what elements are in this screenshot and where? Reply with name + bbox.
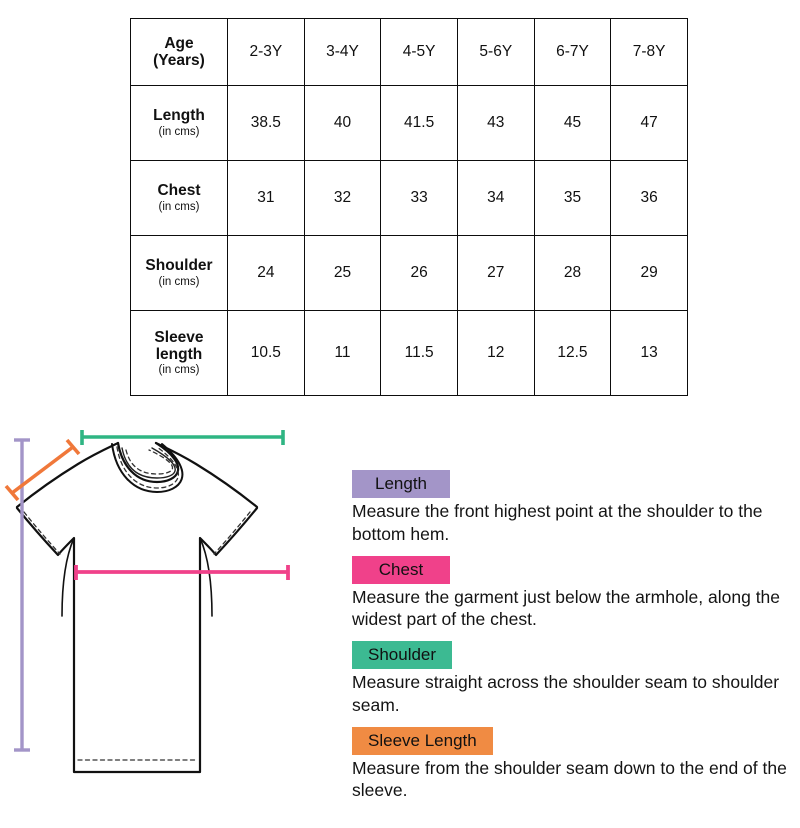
legend-swatch-sleeve-length: Sleeve Length — [352, 727, 493, 755]
row-label-length — [131, 86, 228, 161]
row-label-chest — [131, 161, 228, 236]
row-label-sleeve-length — [131, 311, 228, 396]
measurement-legend — [352, 470, 796, 802]
cell-shoulder-3: 27 — [457, 236, 534, 311]
table-header-size-2: 4-5Y — [381, 19, 458, 86]
legend-entry-length — [352, 470, 796, 546]
cell-length-1: 40 — [304, 86, 381, 161]
legend-swatch-shoulder: Shoulder — [352, 641, 452, 669]
legend-swatch-length: Length — [352, 470, 450, 498]
age-label-sub: (Years) — [153, 52, 205, 69]
row-label-chest-main: Chest — [157, 182, 201, 200]
legend-description-sleeve-length: Measure from the shoulder seam down to the end of the sleeve. — [352, 757, 787, 801]
cell-length-3: 43 — [457, 86, 534, 161]
cell-chest-4: 35 — [534, 161, 611, 236]
table-row-length — [131, 86, 688, 161]
cell-shoulder-2: 26 — [381, 236, 458, 311]
cell-length-4: 45 — [534, 86, 611, 161]
legend-entry-shoulder — [352, 641, 796, 717]
cell-sleeve-0: 10.5 — [228, 311, 305, 396]
row-label-sleeve-length-main: Sleeve length — [154, 328, 204, 364]
table-header-size-5: 7-8Y — [611, 19, 688, 86]
row-label-shoulder — [131, 236, 228, 311]
legend-description-shoulder: Measure straight across the shoulder seam to shoulder seam. — [352, 672, 780, 715]
table-header-age-cell — [131, 19, 228, 86]
row-label-shoulder-main: Shoulder — [145, 257, 213, 275]
cell-length-5: 47 — [611, 86, 688, 161]
legend-entry-sleeve-length — [352, 727, 796, 803]
cell-sleeve-5: 13 — [611, 311, 688, 396]
cell-chest-0: 31 — [228, 161, 305, 236]
tshirt-stitching-detail — [24, 447, 250, 760]
table-header-row — [131, 19, 688, 86]
table-header-size-4: 6-7Y — [534, 19, 611, 86]
cell-shoulder-1: 25 — [304, 236, 381, 311]
cell-chest-5: 36 — [611, 161, 688, 236]
row-label-length-main: Length — [153, 107, 205, 125]
age-label-main: Age — [164, 34, 194, 52]
legend-description-length: Measure the front highest point at the shoulder to the bottom hem. — [352, 501, 763, 544]
table-row-chest — [131, 161, 688, 236]
row-label-sleeve-length-sub: (in cms) — [158, 364, 200, 377]
table-header-size-0: 2-3Y — [228, 19, 305, 86]
row-label-shoulder-sub: (in cms) — [158, 275, 200, 288]
row-label-length-sub: (in cms) — [158, 125, 200, 138]
cell-chest-3: 34 — [457, 161, 534, 236]
cell-shoulder-0: 24 — [228, 236, 305, 311]
tshirt-outline-icon — [17, 443, 257, 772]
tshirt-diagram — [0, 420, 350, 828]
cell-sleeve-4: 12.5 — [534, 311, 611, 396]
cell-shoulder-4: 28 — [534, 236, 611, 311]
size-chart-table-container — [130, 18, 688, 396]
table-header-size-3: 5-6Y — [457, 19, 534, 86]
row-label-chest-sub: (in cms) — [158, 200, 200, 213]
table-row-sleeve-length — [131, 311, 688, 396]
legend-swatch-chest: Chest — [352, 556, 450, 584]
shoulder-guide — [82, 430, 283, 445]
chest-guide — [76, 565, 288, 580]
cell-sleeve-2: 11.5 — [381, 311, 458, 396]
table-row-shoulder — [131, 236, 688, 311]
cell-sleeve-3: 12 — [457, 311, 534, 396]
cell-length-2: 41.5 — [381, 86, 458, 161]
cell-length-0: 38.5 — [228, 86, 305, 161]
cell-chest-2: 33 — [381, 161, 458, 236]
cell-shoulder-5: 29 — [611, 236, 688, 311]
legend-description-chest: Measure the garment just below the armhole, along the widest part of the chest. — [352, 586, 781, 630]
cell-sleeve-1: 11 — [304, 311, 381, 396]
legend-entry-chest — [352, 556, 796, 632]
size-chart-table — [130, 18, 688, 396]
table-header-size-1: 3-4Y — [304, 19, 381, 86]
cell-chest-1: 32 — [304, 161, 381, 236]
